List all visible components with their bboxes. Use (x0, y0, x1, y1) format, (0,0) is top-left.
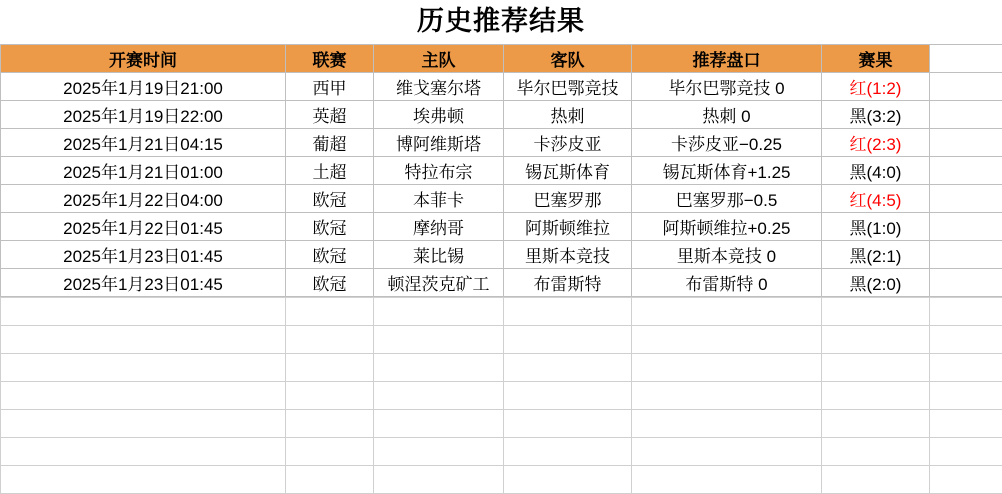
table-row (1, 157, 1002, 185)
page-title-row (0, 0, 1002, 44)
empty-cell[interactable] (374, 326, 504, 354)
column-header-line: 推荐盘口 (632, 45, 822, 73)
column-header-away: 客队 (504, 45, 632, 73)
empty-cell[interactable] (1, 466, 286, 494)
empty-cell[interactable] (822, 382, 930, 410)
empty-cell[interactable] (504, 354, 632, 382)
cell-away-team: 阿斯顿维拉 (504, 213, 632, 241)
cell-home-team: 埃弗顿 (374, 101, 504, 129)
cell-league: 葡超 (286, 129, 374, 157)
table-row (1, 73, 1002, 101)
empty-cell[interactable] (930, 466, 1002, 494)
cell-result: 黑(1:0) (822, 213, 930, 241)
empty-cell[interactable] (930, 298, 1002, 326)
cell-recommended-line: 巴塞罗那−0.5 (632, 185, 822, 213)
page-title: 历史推荐结果 (417, 8, 585, 35)
empty-cell[interactable] (1, 354, 286, 382)
cell-spacer (930, 157, 1002, 185)
empty-cell[interactable] (930, 354, 1002, 382)
cell-away-team: 热刺 (504, 101, 632, 129)
empty-cell[interactable] (632, 382, 822, 410)
cell-league: 欧冠 (286, 213, 374, 241)
cell-home-team: 莱比锡 (374, 241, 504, 269)
table-row (1, 185, 1002, 213)
history-results-table (0, 44, 1002, 297)
cell-spacer (930, 241, 1002, 269)
empty-rows-area (0, 297, 1002, 494)
empty-cell[interactable] (632, 298, 822, 326)
empty-row (1, 326, 1002, 354)
table-row (1, 269, 1002, 297)
cell-recommended-line: 热刺 0 (632, 101, 822, 129)
cell-league: 欧冠 (286, 241, 374, 269)
empty-cell[interactable] (822, 354, 930, 382)
cell-result: 黑(2:0) (822, 269, 930, 297)
empty-cell[interactable] (504, 438, 632, 466)
table-header-row (1, 45, 1002, 73)
cell-away-team: 里斯本竞技 (504, 241, 632, 269)
table-row (1, 101, 1002, 129)
empty-cell[interactable] (504, 326, 632, 354)
empty-cell[interactable] (930, 438, 1002, 466)
empty-cell[interactable] (632, 326, 822, 354)
cell-recommended-line: 阿斯顿维拉+0.25 (632, 213, 822, 241)
cell-home-team: 本菲卡 (374, 185, 504, 213)
empty-row (1, 438, 1002, 466)
table-body (1, 73, 1002, 297)
cell-league: 欧冠 (286, 185, 374, 213)
cell-time: 2025年1月22日01:45 (1, 213, 286, 241)
cell-away-team: 卡莎皮亚 (504, 129, 632, 157)
empty-cell[interactable] (504, 466, 632, 494)
empty-cell[interactable] (286, 438, 374, 466)
empty-cell[interactable] (930, 410, 1002, 438)
cell-time: 2025年1月21日01:00 (1, 157, 286, 185)
cell-home-team: 特拉布宗 (374, 157, 504, 185)
cell-recommended-line: 布雷斯特 0 (632, 269, 822, 297)
empty-row (1, 298, 1002, 326)
empty-cell[interactable] (930, 382, 1002, 410)
cell-spacer (930, 129, 1002, 157)
cell-time: 2025年1月21日04:15 (1, 129, 286, 157)
cell-away-team: 布雷斯特 (504, 269, 632, 297)
cell-result: 黑(4:0) (822, 157, 930, 185)
empty-row (1, 466, 1002, 494)
empty-cell[interactable] (1, 438, 286, 466)
cell-league: 英超 (286, 101, 374, 129)
empty-cell[interactable] (504, 410, 632, 438)
cell-result: 红(2:3) (822, 129, 930, 157)
empty-cell[interactable] (286, 382, 374, 410)
cell-home-team: 摩纳哥 (374, 213, 504, 241)
empty-row (1, 382, 1002, 410)
cell-away-team: 巴塞罗那 (504, 185, 632, 213)
empty-cell[interactable] (504, 298, 632, 326)
cell-home-team: 顿涅茨克矿工 (374, 269, 504, 297)
empty-cell[interactable] (822, 298, 930, 326)
cell-result: 黑(2:1) (822, 241, 930, 269)
empty-cell[interactable] (632, 354, 822, 382)
empty-cell[interactable] (374, 298, 504, 326)
empty-cell[interactable] (374, 466, 504, 494)
empty-cell[interactable] (286, 354, 374, 382)
empty-cell[interactable] (374, 354, 504, 382)
empty-cell[interactable] (822, 410, 930, 438)
cell-home-team: 维戈塞尔塔 (374, 73, 504, 101)
empty-cell[interactable] (286, 298, 374, 326)
empty-cell[interactable] (1, 326, 286, 354)
empty-cell[interactable] (286, 326, 374, 354)
cell-away-team: 锡瓦斯体育 (504, 157, 632, 185)
column-header-home: 主队 (374, 45, 504, 73)
table-row (1, 241, 1002, 269)
empty-cell[interactable] (1, 382, 286, 410)
empty-cell[interactable] (504, 382, 632, 410)
cell-home-team: 博阿维斯塔 (374, 129, 504, 157)
empty-cell[interactable] (1, 298, 286, 326)
cell-away-team: 毕尔巴鄂竞技 (504, 73, 632, 101)
cell-spacer (930, 213, 1002, 241)
table-header (1, 45, 1002, 73)
cell-league: 欧冠 (286, 269, 374, 297)
empty-cell[interactable] (286, 466, 374, 494)
cell-result: 红(1:2) (822, 73, 930, 101)
column-header-time: 开赛时间 (1, 45, 286, 73)
empty-row (1, 354, 1002, 382)
cell-recommended-line: 锡瓦斯体育+1.25 (632, 157, 822, 185)
cell-recommended-line: 里斯本竞技 0 (632, 241, 822, 269)
empty-cell[interactable] (822, 326, 930, 354)
empty-cell[interactable] (822, 466, 930, 494)
cell-time: 2025年1月23日01:45 (1, 241, 286, 269)
empty-cell[interactable] (822, 438, 930, 466)
empty-grid (0, 297, 1002, 494)
empty-cell[interactable] (1, 410, 286, 438)
column-header-spacer (930, 45, 1002, 73)
column-header-result: 赛果 (822, 45, 930, 73)
empty-row (1, 410, 1002, 438)
table-row (1, 213, 1002, 241)
empty-cell[interactable] (930, 326, 1002, 354)
cell-spacer (930, 73, 1002, 101)
cell-league: 土超 (286, 157, 374, 185)
cell-spacer (930, 269, 1002, 297)
table-row (1, 129, 1002, 157)
cell-spacer (930, 185, 1002, 213)
cell-recommended-line: 卡莎皮亚−0.25 (632, 129, 822, 157)
cell-league: 西甲 (286, 73, 374, 101)
cell-spacer (930, 101, 1002, 129)
cell-time: 2025年1月22日04:00 (1, 185, 286, 213)
empty-cell[interactable] (374, 438, 504, 466)
empty-cell[interactable] (374, 410, 504, 438)
cell-time: 2025年1月23日01:45 (1, 269, 286, 297)
cell-result: 黑(3:2) (822, 101, 930, 129)
empty-cell[interactable] (632, 466, 822, 494)
empty-cell[interactable] (286, 410, 374, 438)
cell-time: 2025年1月19日22:00 (1, 101, 286, 129)
column-header-league: 联赛 (286, 45, 374, 73)
cell-time: 2025年1月19日21:00 (1, 73, 286, 101)
empty-cell[interactable] (632, 410, 822, 438)
cell-recommended-line: 毕尔巴鄂竞技 0 (632, 73, 822, 101)
cell-result: 红(4:5) (822, 185, 930, 213)
empty-cell[interactable] (374, 382, 504, 410)
empty-cell[interactable] (632, 438, 822, 466)
